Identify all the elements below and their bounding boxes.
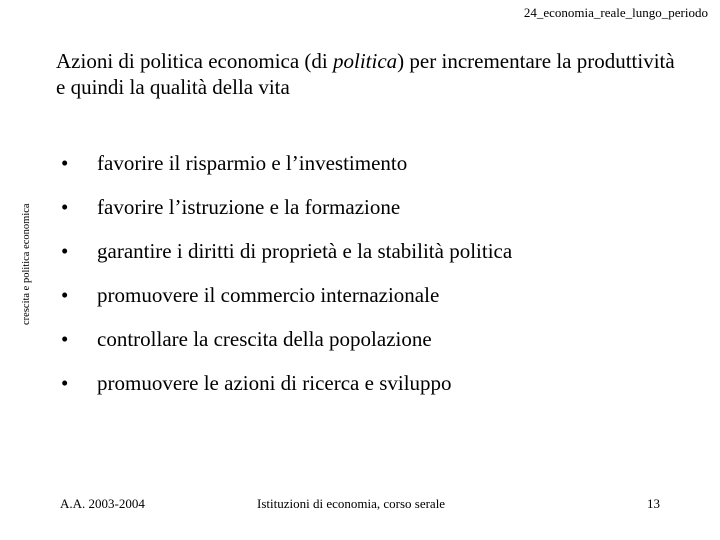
- footer-page-number: 13: [647, 496, 660, 511]
- list-item: [56, 322, 512, 366]
- bullet-text: promuovere le azioni di ricerca e sviluppo: [97, 371, 452, 395]
- bullet-marker: •: [61, 371, 69, 395]
- list-item: [56, 234, 512, 278]
- bullet-text: garantire i diritti di proprietà e la stabilità politica: [97, 239, 513, 263]
- bullet-text: controllare la crescita della popolazione: [97, 327, 432, 351]
- bullet-marker: •: [61, 327, 69, 351]
- bullet-text: favorire il risparmio e l’investimento: [97, 151, 408, 175]
- bullet-text: favorire l’istruzione e la formazione: [97, 195, 401, 219]
- list-item: [56, 146, 512, 190]
- list-item: [56, 366, 512, 410]
- bullet-marker: •: [61, 239, 69, 263]
- title-text-after: ) per incrementare la produttività e quindi la qualità della vita: [56, 49, 675, 99]
- bullet-marker: •: [61, 151, 69, 175]
- bullet-marker: •: [61, 195, 69, 219]
- bullet-list: [56, 146, 512, 410]
- file-name-label: 24_economia_reale_lungo_periodo: [523, 5, 708, 20]
- list-item: [56, 278, 512, 322]
- title-text-before: Azioni di politica economica (di: [56, 49, 333, 73]
- slide-title: [56, 48, 676, 100]
- footer-academic-year: A.A. 2003-2004: [60, 496, 145, 511]
- title-emphasis: politica: [333, 49, 398, 73]
- bullet-text: promuovere il commercio internazionale: [97, 283, 440, 307]
- section-vertical-label: crescita e politica economica: [21, 203, 32, 325]
- list-item: [56, 190, 512, 234]
- footer-course-name: Istituzioni di economia, corso serale: [257, 496, 446, 511]
- bullet-marker: •: [61, 283, 69, 307]
